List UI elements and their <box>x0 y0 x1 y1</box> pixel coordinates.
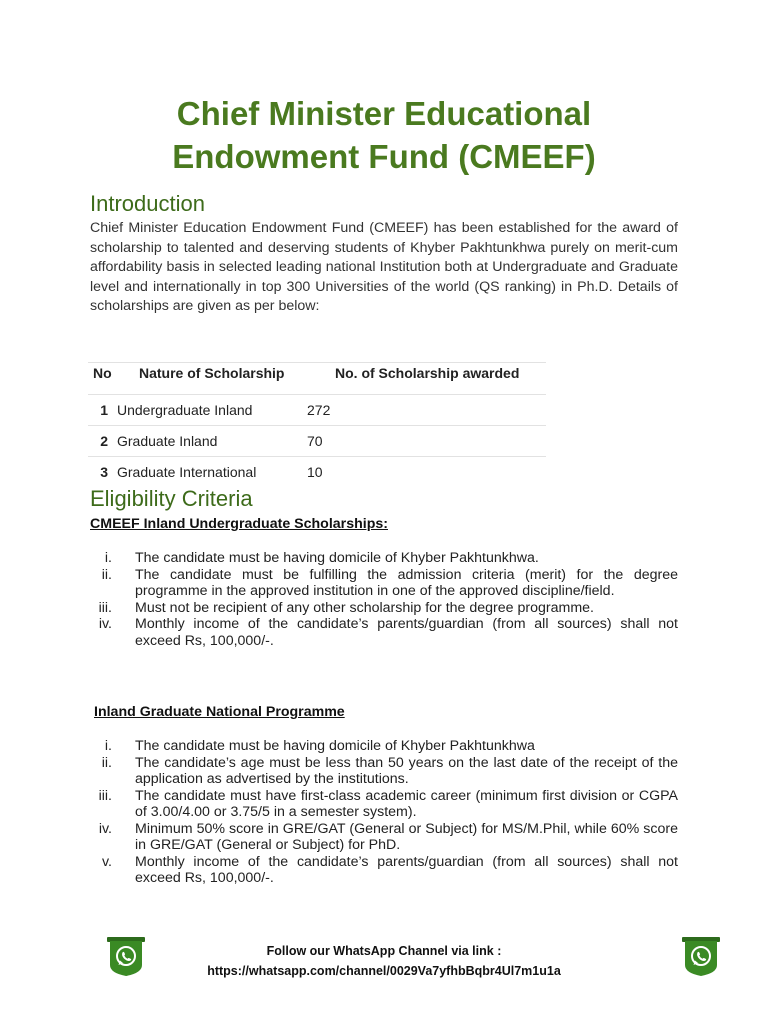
item-number: ii. <box>101 754 112 771</box>
item-number: iii. <box>98 787 112 804</box>
item-number: iv. <box>98 616 112 632</box>
item-text: Monthly income of the candidate’s parents/guardian (from all sources) shall not exceed Rs, 100,000/-. <box>135 616 678 649</box>
table-row <box>88 426 546 457</box>
table-header-row <box>88 363 546 395</box>
item-text: The candidate must be fulfilling the admission criteria (merit) for the degree programme in the approved institution in one of the approved discipline/field. <box>135 566 678 599</box>
list-item <box>90 788 678 821</box>
header-nature: Nature of Scholarship <box>117 363 307 395</box>
section2-title: Inland Graduate National Programme <box>94 704 345 720</box>
item-text: Minimum 50% score in GRE/GAT (General or Subject) for MS/M.Phil, while 60% score in GRE/GAT (General or Subject) for PhD. <box>135 820 678 853</box>
list-item <box>90 567 678 600</box>
title-line-2: Endowment Fund (CMEEF) <box>172 138 596 175</box>
section2-criteria-list <box>90 738 678 887</box>
scholarship-table <box>88 362 546 487</box>
header-awarded: No. of Scholarship awarded <box>307 363 546 395</box>
list-item <box>90 616 678 649</box>
title-line-1: Chief Minister Educational <box>176 95 592 132</box>
item-number: ii. <box>101 566 112 583</box>
item-number: iii. <box>98 599 112 616</box>
row-no: 3 <box>88 457 117 488</box>
header-no: No <box>88 363 117 395</box>
list-item <box>90 755 678 788</box>
row-awarded: 10 <box>307 457 546 488</box>
item-text: The candidate’s age must be less than 50 years on the last date of the receipt of the application as advertised by the institutions. <box>135 754 678 787</box>
item-number: iv. <box>98 820 112 837</box>
item-text: Monthly income of the candidate’s parents/guardian (from all sources) shall not exceed Rs, 100,000/-. <box>135 853 678 886</box>
list-item <box>90 854 678 887</box>
footer <box>0 941 768 981</box>
row-nature: Undergraduate Inland <box>117 395 307 426</box>
list-item <box>90 821 678 854</box>
list-item <box>90 738 678 755</box>
row-nature: Graduate Inland <box>117 426 307 457</box>
row-nature: Graduate International <box>117 457 307 488</box>
row-awarded: 272 <box>307 395 546 426</box>
row-no: 1 <box>88 395 117 426</box>
list-item <box>90 600 678 617</box>
item-text: The candidate must have first-class academic career (minimum first division or CGPA of 3.00/4.00 or 3.75/5 in a semester system). <box>135 787 678 820</box>
list-item <box>90 550 678 567</box>
table-row <box>88 395 546 426</box>
item-text: Must not be recipient of any other scholarship for the degree programme. <box>135 599 594 616</box>
item-number: i. <box>104 550 112 566</box>
footer-follow-text: Follow our WhatsApp Channel via link : <box>266 944 502 958</box>
item-number: v. <box>102 853 112 870</box>
row-awarded: 70 <box>307 426 546 457</box>
section1-title: CMEEF Inland Undergraduate Scholarships: <box>90 516 388 532</box>
document-title <box>0 92 768 178</box>
item-text: The candidate must be having domicile of Khyber Pakhtunkhwa <box>135 738 535 754</box>
footer-channel-link[interactable]: https://whatsapp.com/channel/0029Va7yfhbBqbr4Ul7m1u1a <box>207 964 561 978</box>
introduction-heading: Introduction <box>90 191 205 216</box>
eligibility-heading: Eligibility Criteria <box>90 486 253 511</box>
table-row <box>88 457 546 488</box>
section1-criteria-list <box>90 550 678 649</box>
item-number: i. <box>104 738 112 754</box>
item-text: The candidate must be having domicile of Khyber Pakhtunkhwa. <box>135 550 539 566</box>
row-no: 2 <box>88 426 117 457</box>
introduction-paragraph: Chief Minister Education Endowment Fund (CMEEF) has been established for the award of scholarship to talented and deserving students of Khyber Pakhtunkhwa purely on merit-cum affordability basis in selected leading national Institution both at Undergraduate and Graduate level and internationally in top 300 Universities of the world (QS ranking) in Ph.D. Details of scholarships are given as per below: <box>90 220 678 314</box>
